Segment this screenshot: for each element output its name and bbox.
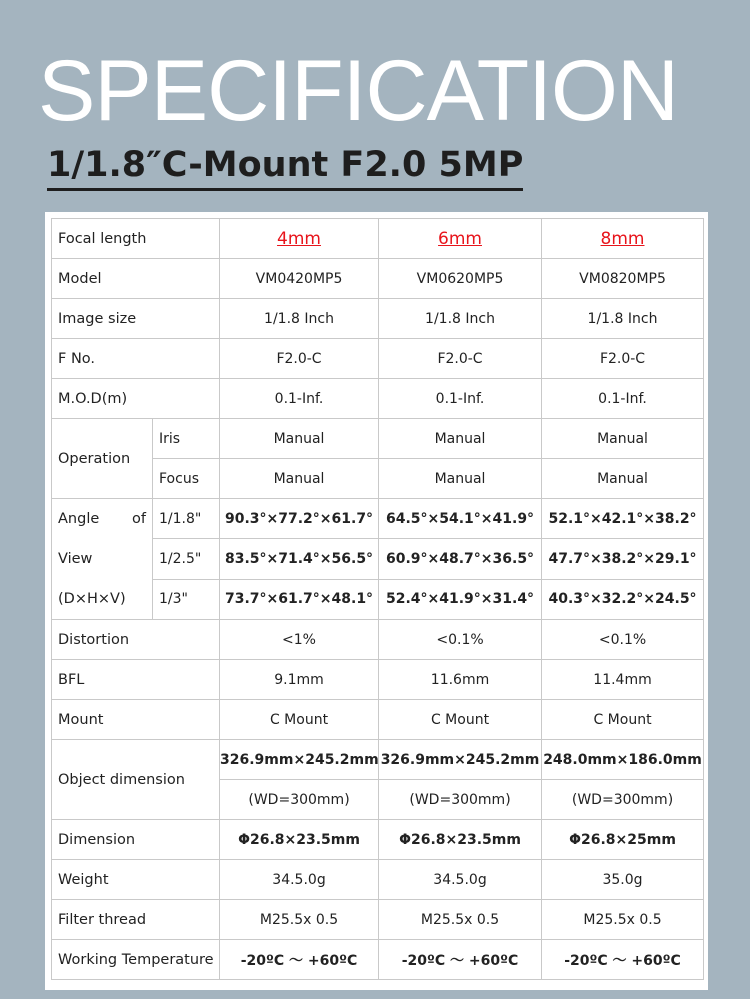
- row-label: BFL: [52, 660, 220, 700]
- table-row: [52, 740, 704, 780]
- table-row: [52, 820, 704, 860]
- cell-value: 326.9mm×245.2mm: [220, 740, 379, 780]
- row-label: M.O.D(m): [52, 379, 220, 419]
- cell-value: Φ26.8×25mm: [542, 820, 704, 860]
- cell-value: -20ºC ～ +60ºC: [542, 940, 704, 980]
- cell-value: (WD=300mm): [220, 780, 379, 820]
- table-row: [52, 860, 704, 900]
- cell-value: 1/1.8 Inch: [542, 299, 704, 339]
- row-label: F No.: [52, 339, 220, 379]
- cell-value: 64.5°×54.1°×41.9°: [379, 499, 542, 539]
- cell-value: 326.9mm×245.2mm: [379, 740, 542, 780]
- cell-value: <0.1%: [379, 620, 542, 660]
- cell-value: 0.1-Inf.: [379, 379, 542, 419]
- spec-table: [51, 218, 704, 980]
- row-label: Operation: [52, 419, 153, 499]
- cell-value: 73.7°×61.7°×48.1°: [220, 579, 379, 619]
- product-subtitle: 1/1.8″C-Mount F2.0 5MP: [47, 144, 523, 191]
- cell-value: 11.4mm: [542, 660, 704, 700]
- cell-value: Φ26.8×23.5mm: [220, 820, 379, 860]
- cell-value: Manual: [220, 459, 379, 499]
- cell-value: M25.5x 0.5: [542, 900, 704, 940]
- cell-value: 47.7°×38.2°×29.1°: [542, 539, 704, 579]
- row-sublabel: 1/2.5": [153, 539, 220, 579]
- row-label: Weight: [52, 860, 220, 900]
- cell-value: 90.3°×77.2°×61.7°: [220, 499, 379, 539]
- table-row: [52, 499, 704, 539]
- page-title: SPECIFICATION: [38, 43, 679, 139]
- row-sublabel: 1/3": [153, 579, 220, 619]
- table-row: [52, 620, 704, 660]
- cell-value: 34.5.0g: [220, 860, 379, 900]
- row-label: Focal length: [52, 219, 220, 259]
- cell-value: Manual: [379, 459, 542, 499]
- cell-value: 8mm: [542, 219, 704, 259]
- cell-value: F2.0-C: [220, 339, 379, 379]
- cell-value: 52.4°×41.9°×31.4°: [379, 579, 542, 619]
- table-row: [52, 660, 704, 700]
- cell-value: F2.0-C: [542, 339, 704, 379]
- table-row: [52, 259, 704, 299]
- cell-value: Manual: [542, 419, 704, 459]
- row-label: Distortion: [52, 620, 220, 660]
- row-label: Dimension: [52, 820, 220, 860]
- cell-value: Manual: [542, 459, 704, 499]
- cell-value: 52.1°×42.1°×38.2°: [542, 499, 704, 539]
- cell-value: 83.5°×71.4°×56.5°: [220, 539, 379, 579]
- row-label: Model: [52, 259, 220, 299]
- row-label: Mount: [52, 700, 220, 740]
- row-label: Filter thread: [52, 900, 220, 940]
- cell-value: 11.6mm: [379, 660, 542, 700]
- cell-value: 1/1.8 Inch: [379, 299, 542, 339]
- cell-value: 248.0mm×186.0mm: [542, 740, 704, 780]
- table-row: [52, 379, 704, 419]
- cell-value: C Mount: [220, 700, 379, 740]
- cell-value: VM0620MP5: [379, 259, 542, 299]
- cell-value: -20ºC ～ +60ºC: [220, 940, 379, 980]
- cell-value: <0.1%: [542, 620, 704, 660]
- table-row: [52, 219, 704, 259]
- row-label: Working Temperature: [52, 940, 220, 980]
- cell-value: F2.0-C: [379, 339, 542, 379]
- table-row: [52, 299, 704, 339]
- cell-value: <1%: [220, 620, 379, 660]
- cell-value: Manual: [220, 419, 379, 459]
- cell-value: 1/1.8 Inch: [220, 299, 379, 339]
- cell-value: Manual: [379, 419, 542, 459]
- cell-value: (WD=300mm): [379, 780, 542, 820]
- cell-value: 35.0g: [542, 860, 704, 900]
- cell-value: VM0820MP5: [542, 259, 704, 299]
- cell-value: 60.9°×48.7°×36.5°: [379, 539, 542, 579]
- row-label: Angle of View (D×H×V): [52, 499, 153, 620]
- row-label: Image size: [52, 299, 220, 339]
- cell-value: C Mount: [379, 700, 542, 740]
- row-sublabel: Iris: [153, 419, 220, 459]
- cell-value: 34.5.0g: [379, 860, 542, 900]
- table-row: [52, 419, 704, 459]
- cell-value: -20ºC ～ +60ºC: [379, 940, 542, 980]
- cell-value: 4mm: [220, 219, 379, 259]
- table-row: [52, 900, 704, 940]
- cell-value: M25.5x 0.5: [220, 900, 379, 940]
- cell-value: 6mm: [379, 219, 542, 259]
- row-label: Object dimension: [52, 740, 220, 820]
- spec-panel: [45, 212, 708, 990]
- cell-value: Φ26.8×23.5mm: [379, 820, 542, 860]
- row-sublabel: Focus: [153, 459, 220, 499]
- table-row: [52, 339, 704, 379]
- cell-value: C Mount: [542, 700, 704, 740]
- table-row: [52, 700, 704, 740]
- cell-value: (WD=300mm): [542, 780, 704, 820]
- cell-value: VM0420MP5: [220, 259, 379, 299]
- cell-value: 0.1-Inf.: [220, 379, 379, 419]
- row-sublabel: 1/1.8": [153, 499, 220, 539]
- cell-value: 9.1mm: [220, 660, 379, 700]
- cell-value: M25.5x 0.5: [379, 900, 542, 940]
- table-row: [52, 940, 704, 980]
- cell-value: 40.3°×32.2°×24.5°: [542, 579, 704, 619]
- cell-value: 0.1-Inf.: [542, 379, 704, 419]
